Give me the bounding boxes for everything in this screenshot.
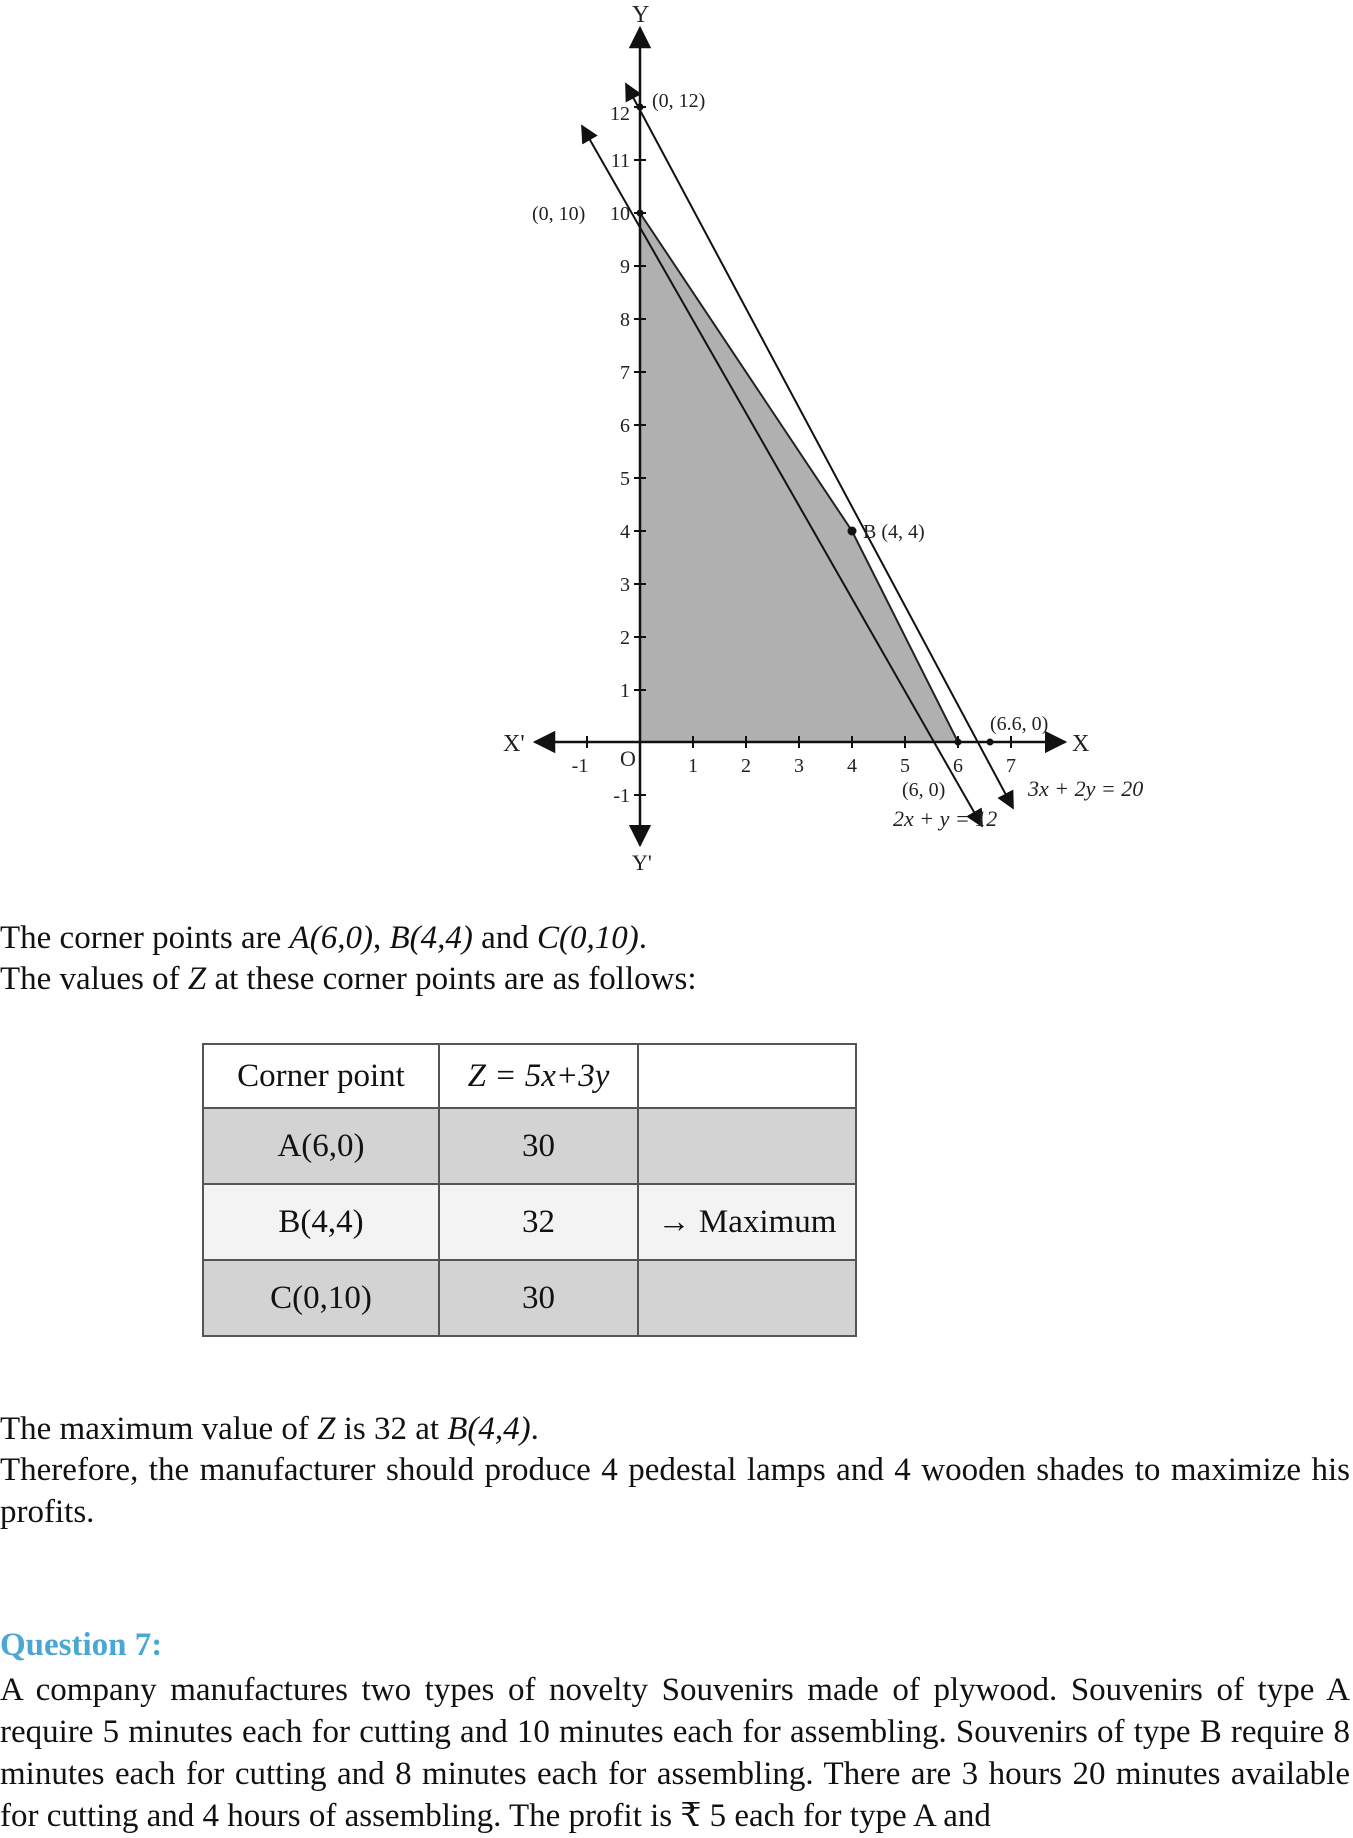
origin-label: O [620, 746, 636, 771]
corner-prefix: The corner points are [0, 920, 282, 956]
line-label-2x-y-12: 2x + y = 12 [893, 806, 998, 831]
table-cell: B(4,4) [203, 1184, 439, 1260]
question-7-title: Question 7: [0, 1627, 163, 1663]
max-end: . [530, 1411, 539, 1447]
table-header-cell [638, 1044, 856, 1108]
question-7-body: A company manufactures two types of novelty Souvenirs made of plywood. Souvenirs of type A require 5 minutes each for cutting and 10 minutes each for assembling. Souvenirs of type B require 8 minutes each for cutting and 8 minutes each for assembling. There are 3 hours 20 minutes available for cutting and 4 hours of assembling. The profit is ₹ 5 each for type A and [0, 1672, 1350, 1834]
values-pre: The values of [0, 961, 188, 997]
table-cell: C(0,10) [203, 1260, 439, 1336]
y-tick-label: 2 [620, 627, 630, 649]
x-tick-label: 2 [741, 755, 751, 777]
point-b-dot [848, 527, 857, 536]
point-label-6-0: (6, 0) [902, 779, 946, 801]
table-header-cell: Corner point [203, 1044, 439, 1108]
point-0-12-dot [637, 104, 644, 111]
x-tick-label: 5 [900, 755, 910, 777]
y-neg-axis-label: Y' [632, 850, 652, 875]
values-sentence [0, 958, 1353, 1000]
point-0-10-dot [637, 210, 644, 217]
table-row [203, 1260, 856, 1336]
table-header-row [203, 1044, 856, 1108]
x-tick-label: 1 [688, 755, 698, 777]
y-tick-label: 1 [620, 680, 630, 702]
y-tick-label: 10 [610, 203, 630, 225]
x-axis-label: X [1072, 731, 1090, 757]
feasible-region-graph [0, 0, 1353, 880]
line-label-3x-2y-20: 3x + 2y = 20 [1028, 776, 1144, 801]
point-66-0-dot [987, 739, 994, 746]
y-tick-label: 9 [620, 256, 630, 278]
values-var: Z [187, 961, 207, 997]
y-tick-label: 12 [610, 103, 630, 125]
values-post: at these corner points are as follows: [206, 961, 697, 997]
corner-a: A(6,0) [289, 920, 373, 956]
max-pre: The maximum value of [0, 1411, 318, 1447]
table-cell [638, 1260, 856, 1336]
table-cell: A(6,0) [203, 1108, 439, 1184]
feasible-region [640, 213, 958, 742]
x-tick-label: 4 [847, 755, 857, 777]
y-tick-label: 3 [620, 574, 630, 596]
max-point: B(4,4) [447, 1411, 531, 1447]
point-label-b: B (4, 4) [863, 521, 925, 543]
maximum-sentence [0, 1408, 1353, 1450]
point-label-0-12: (0, 12) [652, 90, 706, 112]
x-neg-axis-label: X' [503, 731, 525, 757]
table-cell [638, 1108, 856, 1184]
corner-c: C(0,10) [536, 920, 639, 956]
y-tick-label: -1 [613, 785, 630, 807]
y-tick-label: 5 [620, 468, 630, 490]
table-row [203, 1184, 856, 1260]
corner-b: B(4,4) [389, 920, 473, 956]
table-row [203, 1108, 856, 1184]
point-label-6-6-0: (6.6, 0) [990, 713, 1049, 735]
corner-end: . [638, 920, 647, 956]
corner-points-sentence: The corner points are A(6,0), B(4,4) and C(0,10). [0, 920, 647, 956]
y-tick-label: 11 [610, 150, 630, 172]
x-tick-label: 6 [953, 755, 963, 777]
therefore-paragraph: Therefore, the manufacturer should produce 4 pedestal lamps and 4 wooden shades to maximize his profits. [0, 1452, 1350, 1530]
table-cell: 32 [439, 1184, 638, 1260]
x-tick-label: -1 [571, 755, 589, 777]
y-tick-label: 4 [620, 521, 630, 543]
table-cell: 30 [439, 1108, 638, 1184]
corner-and: and [481, 920, 529, 956]
table-header-cell: Z = 5x+3y [439, 1044, 638, 1108]
y-tick-label: 8 [620, 309, 630, 331]
y-axis-label: Y [632, 2, 650, 28]
point-6-0-dot [955, 739, 962, 746]
point-label-0-10: (0, 10) [532, 203, 586, 225]
table-cell: 30 [439, 1260, 638, 1336]
max-mid: is 32 at [335, 1411, 440, 1447]
x-tick-label: 7 [1006, 755, 1016, 777]
table-cell: → Maximum [638, 1184, 856, 1260]
y-tick-label: 7 [620, 362, 630, 384]
x-tick-label: 3 [794, 755, 804, 777]
corner-point-table [202, 1043, 857, 1337]
max-var: Z [317, 1411, 336, 1447]
y-tick-label: 6 [620, 415, 630, 437]
